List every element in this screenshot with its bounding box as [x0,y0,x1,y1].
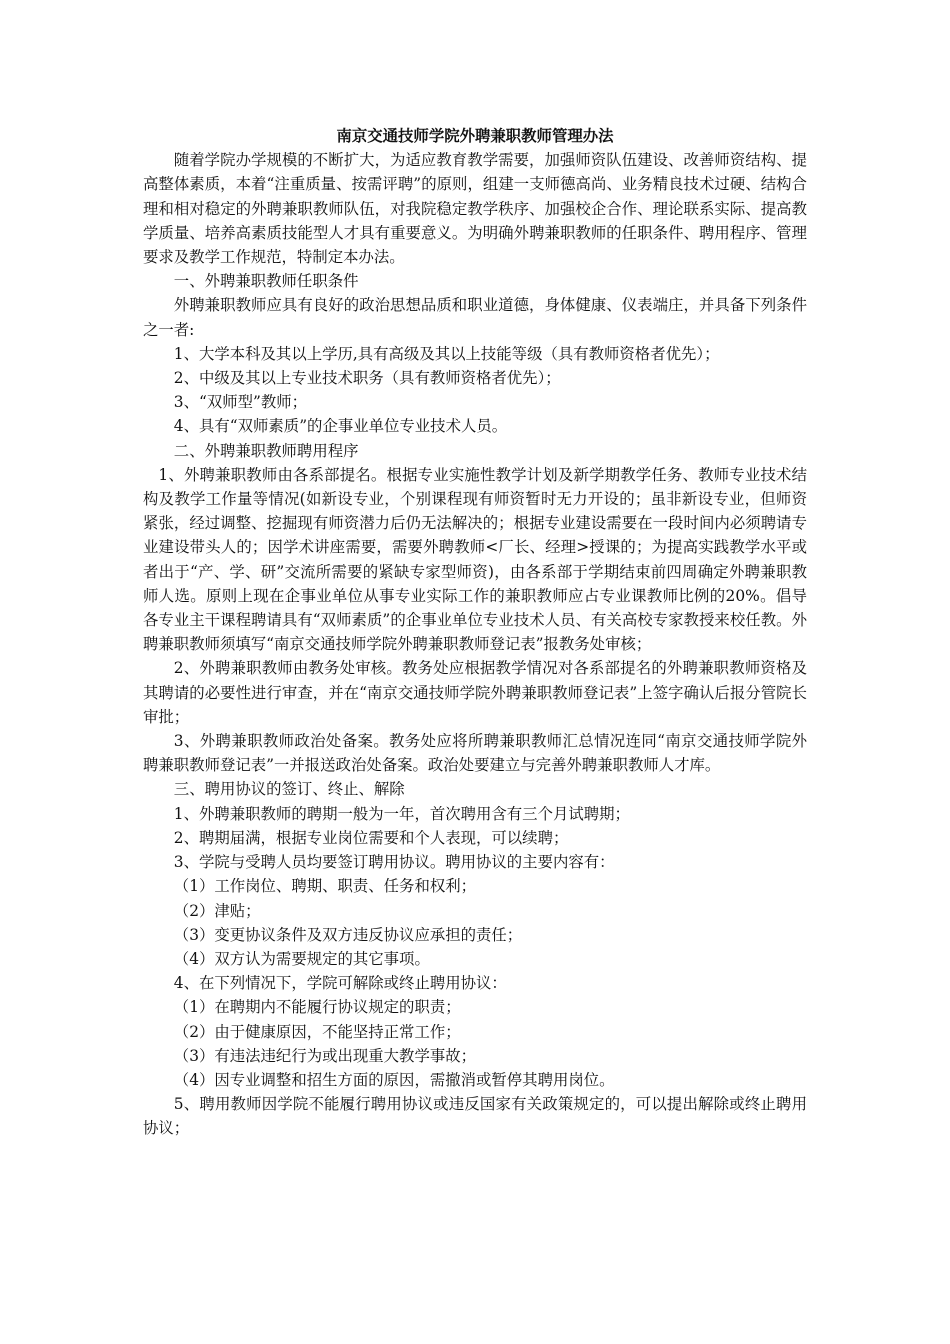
section-3-item-2: 2、聘期届满，根据专业岗位需要和个人表现，可以续聘； [173,828,569,847]
intro-paragraph: 随着学院办学规模的不断扩大，为适应教育教学需要，加强师资队伍建设、改善师资结构、提高整体素质，本着“注重质量、按需评聘”的原则，组建一支师德高尚、业务精良技术过硬、结构合理和相对稳定的外聘兼职教师队伍，对我院稳定教学秩序、加强校企合作、理论联系实际、提高教学质量、培养高素质技能型人才具有重要意义。为明确外聘兼职教师的任职条件、聘用程序、管理要求及教学工作规范，特制定本办法。 [143,151,807,267]
section-3-termination-4: （4）因专业调整和招生方面的原因，需撤消或暂停其聘用岗位。 [173,1070,615,1089]
section-1-item-2: 2、中级及其以上专业技术职务（具有教师资格者优先）； [173,369,561,388]
section-2-item-3: 3、外聘兼职教师政治处备案。教务处应将所聘兼职教师汇总情况连同“南京交通技师学院外聘兼职教师登记表”一并报送政治处备案。政治处要建立与完善外聘兼职教师人才库。 [143,732,807,775]
section-3-item-3: 3、学院与受聘人员均要签订聘用协议。聘用协议的主要内容有： [173,853,615,872]
section-2-heading: 二、外聘兼职教师聘用程序 [173,441,359,460]
section-2-item-2: 2、外聘兼职教师由教务处审核。教务处应根据教学情况对各系部提名的外聘兼职教师资格及其聘请的必要性进行审查，并在“南京交通技师学院外聘兼职教师登记表”上签字确认后报分管院长审批； [143,659,807,726]
document-page [143,124,807,1141]
section-3-item-4: 4、在下列情况下，学院可解除或终止聘用协议： [173,974,507,993]
section-3-termination-2: （2）由于健康原因，不能坚持正常工作； [173,1022,461,1041]
section-1-paragraph: 外聘兼职教师应具有良好的政治思想品质和职业道德，身体健康、仪表端庄，并具备下列条件之一者: [143,296,807,339]
section-2-item-1: 1、外聘兼职教师由各系部提名。根据专业实施性教学计划及新学期教学任务、教师专业技术结构及教学工作量等情况(如新设专业，个别课程现有师资暂时无力开设的；虽非新设专业，但师资紧张，经过调整、挖掘现有师资潜力后仍无法解决的；根据专业建设需要在一段时间内必须聘请专业建设带头人的；因学术讲座需要，需要外聘教师<厂长、经理>授课的；为提高实践教学水平或者出于“产、学、研”交流所需要的紧缺专家型师资)，由各系部于学期结束前四周确定外聘兼职教师人选。原则上现在企事业单位从事专业实际工作的兼职教师应占专业课教师比例的20%。倡导各专业主干课程聘请具有“双师素质”的企事业单位专业技术人员、有关高校专家教授来校任教。外聘兼职教师须填写“南京交通技师学院外聘兼职教师登记表”报教务处审核； [143,465,807,654]
section-3-subitem-1: （1）工作岗位、聘期、职责、任务和权利； [173,877,477,896]
section-1-item-3: 3、“双师型”教师； [173,393,308,412]
section-3-termination-3: （3）有违法违纪行为或出现重大教学事故； [173,1046,477,1065]
section-3-subitem-4: （4）双方认为需要规定的其它事项。 [173,949,430,968]
document-title: 南京交通技师学院外聘兼职教师管理办法 [336,127,614,145]
section-3-item-1: 1、外聘兼职教师的聘期一般为一年，首次聘用含有三个月试聘期； [173,804,630,823]
section-1-item-4: 4、具有“双师素质”的企事业单位专业技术人员。 [173,417,508,436]
section-3-termination-1: （1）在聘期内不能履行协议规定的职责； [173,998,461,1017]
section-3-heading: 三、聘用协议的签订、终止、解除 [173,780,405,799]
section-1-heading: 一、外聘兼职教师任职条件 [173,272,359,291]
section-3-subitem-2: （2）津贴； [173,901,261,920]
section-1-item-1: 1、大学本科及其以上学历,具有高级及其以上技能等级（具有教师资格者优先）； [173,344,720,363]
section-3-item-5: 5、聘用教师因学院不能履行聘用协议或违反国家有关政策规定的，可以提出解除或终止聘用协议； [143,1095,807,1138]
section-3-subitem-3: （3）变更协议条件及双方违反协议应承担的责任； [173,925,523,944]
